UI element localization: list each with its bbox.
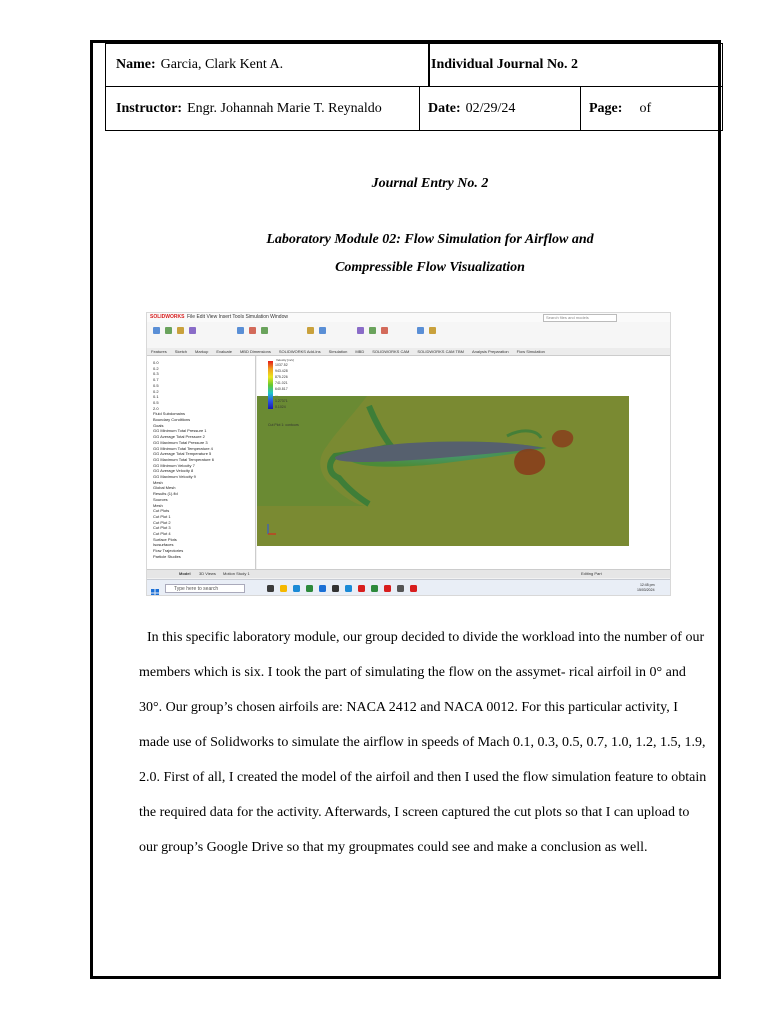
name-label: Name: bbox=[116, 57, 156, 72]
sw-tab: MBD bbox=[355, 349, 365, 354]
tree-item: Cut Plot 3 bbox=[153, 525, 171, 531]
tree-item: Surface Plots bbox=[153, 536, 177, 542]
tree-item: 0.2 bbox=[153, 388, 159, 394]
legend-value: 741.021 bbox=[275, 381, 288, 385]
tree-item: GG Minimum Total Pressure 1 bbox=[153, 428, 207, 434]
flow-cut-plot bbox=[257, 356, 670, 569]
sw-tab: Simulation bbox=[328, 349, 348, 354]
tree-item: Boundary Conditions bbox=[153, 417, 191, 422]
sw-search-input: Search files and models bbox=[543, 314, 617, 322]
sw-logo: SOLIDWORKS bbox=[150, 314, 185, 320]
tree-item: Cut Plot 2 bbox=[153, 519, 171, 525]
page-cell bbox=[580, 86, 723, 131]
tree-item: GG Average Velocity 8 bbox=[153, 468, 194, 474]
sweep-icon bbox=[177, 327, 184, 334]
legend-value: ... bbox=[275, 393, 278, 397]
pattern-icon bbox=[319, 327, 326, 334]
status-editing: Editing Part bbox=[581, 571, 602, 576]
sw-tab: Evaluate bbox=[216, 349, 232, 354]
cut-icon bbox=[237, 327, 244, 334]
tree-item: GG Maximum Total Temperature 6 bbox=[153, 456, 214, 462]
name-value: Garcia, Clark Kent A. bbox=[160, 57, 284, 72]
status-tab-motion-study: Motion Study 1 bbox=[223, 571, 250, 576]
store-icon bbox=[319, 585, 326, 592]
loft-icon bbox=[189, 327, 196, 334]
clock-time: 12:45 pm bbox=[639, 583, 655, 587]
tree-item: 2.0 bbox=[153, 405, 159, 411]
tree-item: Results (1).fld bbox=[153, 491, 178, 497]
tree-item: Mesh bbox=[153, 479, 163, 485]
file-explorer-icon bbox=[280, 585, 287, 592]
sw-tab: Flow Simulation bbox=[516, 349, 545, 354]
sw-tab: MBD Dimensions bbox=[239, 349, 271, 354]
app-icon-red-2 bbox=[410, 585, 417, 592]
tree-item: Fluid Subdomains bbox=[153, 411, 186, 417]
tree-item: 0.0 bbox=[153, 360, 159, 365]
tree-item: Sources bbox=[153, 496, 168, 502]
sw-tab: Sketch bbox=[174, 349, 188, 354]
page-label: Page: bbox=[589, 100, 623, 116]
legend-value: 943.428 bbox=[275, 369, 288, 373]
windows-taskbar bbox=[147, 579, 670, 596]
revolve-icon bbox=[165, 327, 172, 334]
tree-item: 0.5 bbox=[153, 399, 159, 405]
legend-value: 640.817 bbox=[275, 387, 288, 391]
module-title-line-1: Laboratory Module 02: Flow Simulation for Airflow and bbox=[266, 232, 594, 247]
tree-item: GG Average Total Pressure 2 bbox=[153, 434, 205, 440]
mail-icon bbox=[345, 585, 352, 592]
module-title-line-2: Compressible Flow Visualization bbox=[335, 260, 525, 275]
status-tab-3d-views: 3D Views bbox=[199, 571, 216, 576]
legend-value: 1037.52 bbox=[275, 363, 288, 367]
legend-title: Velocity [m/s] bbox=[276, 358, 294, 362]
task-view-icon bbox=[267, 585, 274, 592]
tree-item: GG Minimum Total Temperature 4 bbox=[153, 445, 213, 451]
tree-item: 0.7 bbox=[153, 377, 159, 383]
solidworks-icon bbox=[358, 585, 365, 592]
tree-item: 0.1 bbox=[153, 394, 159, 400]
sw-tab: Features bbox=[151, 349, 167, 354]
date-label: Date: bbox=[428, 100, 461, 116]
sw-tab: SOLIDWORKS Add-Ins bbox=[278, 349, 321, 354]
edge-icon bbox=[293, 585, 300, 592]
tree-item: GG Average Total Temperature 5 bbox=[153, 451, 212, 457]
curves-icon bbox=[417, 327, 424, 334]
app-icon bbox=[332, 585, 339, 592]
tree-item: Flow Trajectories bbox=[153, 548, 184, 554]
sw-tab: Analysis Preparation bbox=[471, 349, 509, 354]
tree-item: Cut Plot 1 bbox=[153, 513, 171, 519]
body-text bbox=[139, 620, 711, 865]
tree-item: GG Maximum Total Pressure 3 bbox=[153, 439, 208, 445]
revolved-cut-icon bbox=[261, 327, 268, 334]
journal-number-cell bbox=[428, 43, 723, 87]
solidworks-screenshot bbox=[146, 312, 671, 596]
sw-menu-bar: File Edit View Insert Tools Simulation Window bbox=[187, 314, 288, 320]
sw-tab: Markup bbox=[195, 349, 209, 354]
tree-item: 0.3 bbox=[153, 371, 159, 377]
fillet-icon bbox=[307, 327, 314, 334]
draft-icon bbox=[369, 327, 376, 334]
tree-item: Isosurfaces bbox=[153, 542, 174, 548]
tree-item: Particle Studies bbox=[153, 553, 181, 559]
shell-icon bbox=[381, 327, 388, 334]
tree-item: Mesh bbox=[153, 502, 163, 508]
legend-value: 1.27371 bbox=[275, 399, 288, 403]
journal-entry-heading: Journal Entry No. 2 bbox=[371, 176, 489, 191]
date-value: 02/29/24 bbox=[465, 100, 516, 116]
tree-item: Global Mesh bbox=[153, 485, 176, 491]
clock-date: 15/03/2024 bbox=[637, 587, 655, 592]
tree-item: Goals bbox=[153, 422, 164, 428]
page-of: of bbox=[639, 100, 652, 116]
sw-tab: SOLIDWORKS CAM TBM bbox=[417, 349, 464, 354]
date-cell bbox=[419, 86, 581, 131]
chrome-icon bbox=[306, 585, 313, 592]
legend-value: 0.1024 bbox=[275, 405, 286, 409]
app-icon-red bbox=[384, 585, 391, 592]
extrude-icon bbox=[153, 327, 160, 334]
windows-start-icon bbox=[151, 584, 159, 592]
instant3d-icon bbox=[429, 327, 436, 334]
tree-item: 0.5 bbox=[153, 382, 159, 388]
instructor-value: Engr. Johannah Marie T. Reynaldo bbox=[187, 100, 382, 116]
sw-command-tabs bbox=[147, 348, 670, 356]
velocity-legend-bar bbox=[268, 361, 273, 409]
name-cell bbox=[105, 43, 430, 87]
tree-item: Cut Plot 4 bbox=[153, 531, 171, 536]
hole-icon bbox=[249, 327, 256, 334]
taskbar-clock bbox=[637, 583, 655, 592]
legend-value: 875.226 bbox=[275, 375, 288, 379]
status-tab-model: Model bbox=[179, 571, 191, 576]
body-paragraph: In this specific laboratory module, our group decided to divide the workload into the number of our members which is six. I took the part of simulating the flow on the assymet- rical airfoil in 0° and 30°. Our group’s chosen airfoils are: NACA 2412 and NACA 0012. For this particular activity, I made use of Solidworks to simulate the airflow in speeds of Mach 0.1, 0.3, 0.5, 0.7, 1.0, 1.2, 1.5, 1.9, 2.0. First of all, I created the model of the airfoil and then I used the flow simulation feature to obtain the required data for the activity. Afterwards, I screen captured the cut plots so that I can upload to our group’s Google Drive so that my groupmates could see and make a conclusion as well. bbox=[139, 630, 707, 855]
tree-item: GG Minimum Velocity 7 bbox=[153, 462, 195, 468]
viewport-note: Cut Plot 1: contours bbox=[268, 423, 299, 427]
rib-icon bbox=[357, 327, 364, 334]
sw-status-bar bbox=[147, 569, 670, 578]
sw-feature-tree bbox=[147, 356, 256, 569]
spotify-icon bbox=[371, 585, 378, 592]
instructor-cell bbox=[105, 86, 420, 131]
tree-item: 0.2 bbox=[153, 365, 159, 371]
app-icon-gray bbox=[397, 585, 404, 592]
taskbar-search-input: Type here to search bbox=[165, 584, 245, 593]
sw-tab: SOLIDWORKS CAM bbox=[372, 349, 410, 354]
sw-graphics-viewport bbox=[257, 356, 670, 569]
tree-item: Cut Plots bbox=[153, 508, 170, 514]
journal-number-label: Individual Journal No. 2 bbox=[431, 57, 579, 72]
sw-ribbon bbox=[147, 322, 670, 349]
instructor-label: Instructor: bbox=[116, 100, 183, 116]
tree-item: GG Maximum Velocity 9 bbox=[153, 474, 196, 479]
